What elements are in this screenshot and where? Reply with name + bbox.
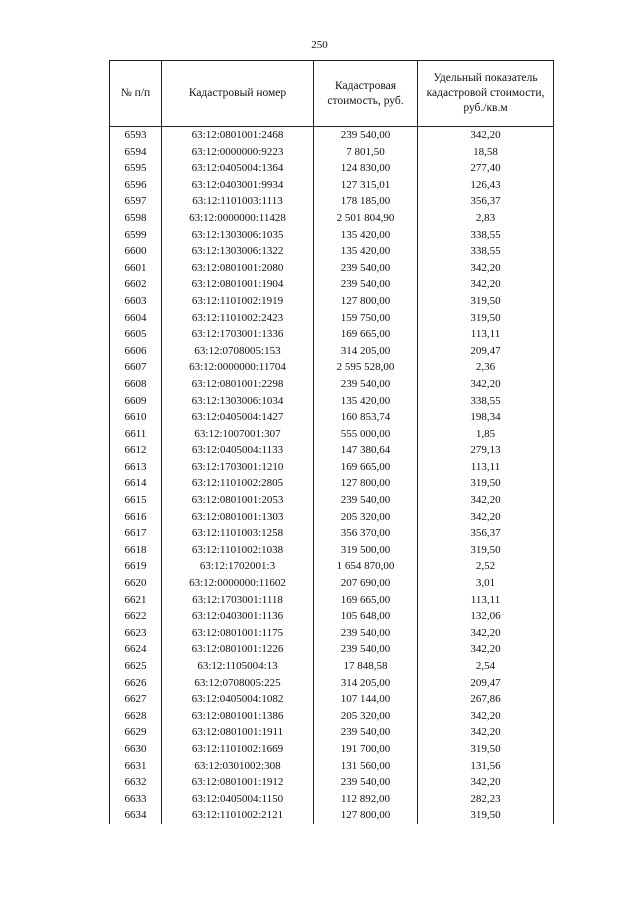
cell-row-number: 6620 — [110, 575, 162, 592]
cell-specific-value: 277,40 — [418, 160, 554, 177]
cell-cadastral-number: 63:12:1101002:1669 — [162, 741, 314, 758]
table-row — [110, 608, 554, 625]
header-specific-value: Удельный показатель кадастровой стоимости, руб./кв.м — [418, 61, 554, 127]
cell-cadastral-number: 63:12:0405004:1133 — [162, 442, 314, 459]
cell-row-number: 6606 — [110, 343, 162, 360]
table-row — [110, 758, 554, 775]
table-row — [110, 310, 554, 327]
cell-row-number: 6625 — [110, 658, 162, 675]
table-row — [110, 542, 554, 559]
cell-cadastral-number: 63:12:1101002:2121 — [162, 807, 314, 824]
table-row — [110, 393, 554, 410]
header-row-number: № п/п — [110, 61, 162, 127]
table-row — [110, 293, 554, 310]
cell-cadastral-value: 205 320,00 — [314, 708, 418, 725]
cell-cadastral-value: 131 560,00 — [314, 758, 418, 775]
cell-specific-value: 338,55 — [418, 393, 554, 410]
cell-specific-value: 342,20 — [418, 708, 554, 725]
cell-row-number: 6628 — [110, 708, 162, 725]
cell-cadastral-number: 63:12:0000000:11704 — [162, 359, 314, 376]
cell-cadastral-value: 147 380,64 — [314, 442, 418, 459]
cell-cadastral-value: 159 750,00 — [314, 310, 418, 327]
table-row — [110, 509, 554, 526]
cell-cadastral-value: 356 370,00 — [314, 525, 418, 542]
cell-specific-value: 342,20 — [418, 641, 554, 658]
table-row — [110, 426, 554, 443]
cell-cadastral-number: 63:12:0403001:1136 — [162, 608, 314, 625]
cell-row-number: 6629 — [110, 724, 162, 741]
cell-cadastral-number: 63:12:0000000:11428 — [162, 210, 314, 227]
cell-cadastral-value: 105 648,00 — [314, 608, 418, 625]
table-row — [110, 791, 554, 808]
cell-cadastral-number: 63:12:1101002:1919 — [162, 293, 314, 310]
cell-cadastral-number: 63:12:1303006:1035 — [162, 227, 314, 244]
cell-cadastral-value: 135 420,00 — [314, 243, 418, 260]
cell-cadastral-value: 2 595 528,00 — [314, 359, 418, 376]
table-row — [110, 210, 554, 227]
cell-cadastral-value: 239 540,00 — [314, 492, 418, 509]
cell-cadastral-value: 239 540,00 — [314, 625, 418, 642]
cell-specific-value: 198,34 — [418, 409, 554, 426]
table-row — [110, 227, 554, 244]
cell-cadastral-number: 63:12:0000000:9223 — [162, 144, 314, 161]
cell-cadastral-value: 205 320,00 — [314, 509, 418, 526]
cell-row-number: 6626 — [110, 675, 162, 692]
cell-cadastral-number: 63:12:1303006:1322 — [162, 243, 314, 260]
cell-specific-value: 2,83 — [418, 210, 554, 227]
cell-row-number: 6617 — [110, 525, 162, 542]
cell-cadastral-value: 1 654 870,00 — [314, 558, 418, 575]
cell-row-number: 6610 — [110, 409, 162, 426]
cell-specific-value: 319,50 — [418, 310, 554, 327]
cell-specific-value: 131,56 — [418, 758, 554, 775]
cell-specific-value: 267,86 — [418, 691, 554, 708]
cell-cadastral-value: 107 144,00 — [314, 691, 418, 708]
cell-specific-value: 113,11 — [418, 592, 554, 609]
cell-row-number: 6631 — [110, 758, 162, 775]
cell-cadastral-number: 63:12:0801001:1175 — [162, 625, 314, 642]
header-cadastral-number: Кадастровый номер — [162, 61, 314, 127]
cell-row-number: 6609 — [110, 393, 162, 410]
cell-specific-value: 1,85 — [418, 426, 554, 443]
cell-cadastral-value: 127 800,00 — [314, 475, 418, 492]
cell-cadastral-number: 63:12:1303006:1034 — [162, 393, 314, 410]
cell-cadastral-number: 63:12:0801001:2298 — [162, 376, 314, 393]
cell-cadastral-value: 314 205,00 — [314, 343, 418, 360]
cell-specific-value: 319,50 — [418, 293, 554, 310]
cell-row-number: 6599 — [110, 227, 162, 244]
cell-specific-value: 279,13 — [418, 442, 554, 459]
cell-cadastral-value: 7 801,50 — [314, 144, 418, 161]
table-row — [110, 558, 554, 575]
cell-specific-value: 342,20 — [418, 724, 554, 741]
table-row — [110, 475, 554, 492]
table-row — [110, 144, 554, 161]
cell-cadastral-value: 112 892,00 — [314, 791, 418, 808]
cell-specific-value: 209,47 — [418, 343, 554, 360]
cell-cadastral-value: 239 540,00 — [314, 127, 418, 144]
cell-cadastral-value: 319 500,00 — [314, 542, 418, 559]
cell-row-number: 6613 — [110, 459, 162, 476]
cell-cadastral-number: 63:12:0801001:2053 — [162, 492, 314, 509]
cell-cadastral-value: 169 665,00 — [314, 459, 418, 476]
cell-cadastral-value: 239 540,00 — [314, 260, 418, 277]
cell-row-number: 6596 — [110, 177, 162, 194]
cell-cadastral-number: 63:12:0801001:1904 — [162, 276, 314, 293]
cell-cadastral-number: 63:12:1101003:1258 — [162, 525, 314, 542]
cell-specific-value: 319,50 — [418, 807, 554, 824]
cell-specific-value: 342,20 — [418, 492, 554, 509]
cadastral-value-table — [109, 60, 554, 824]
cell-cadastral-value: 160 853,74 — [314, 409, 418, 426]
cell-cadastral-number: 63:12:0405004:1364 — [162, 160, 314, 177]
table-row — [110, 774, 554, 791]
cell-cadastral-value: 124 830,00 — [314, 160, 418, 177]
cell-cadastral-number: 63:12:0708005:153 — [162, 343, 314, 360]
cell-row-number: 6621 — [110, 592, 162, 609]
cell-cadastral-number: 63:12:1703001:1210 — [162, 459, 314, 476]
cell-cadastral-value: 127 800,00 — [314, 807, 418, 824]
cell-row-number: 6600 — [110, 243, 162, 260]
table-row — [110, 177, 554, 194]
table-row — [110, 459, 554, 476]
cell-specific-value: 209,47 — [418, 675, 554, 692]
cell-specific-value: 319,50 — [418, 741, 554, 758]
cell-specific-value: 3,01 — [418, 575, 554, 592]
table-row — [110, 625, 554, 642]
cell-cadastral-value: 135 420,00 — [314, 227, 418, 244]
cell-cadastral-value: 555 000,00 — [314, 426, 418, 443]
cell-specific-value: 18,58 — [418, 144, 554, 161]
cell-row-number: 6603 — [110, 293, 162, 310]
cell-cadastral-number: 63:12:0000000:11602 — [162, 575, 314, 592]
cell-row-number: 6623 — [110, 625, 162, 642]
table-row — [110, 409, 554, 426]
table-header — [110, 61, 554, 127]
cell-specific-value: 338,55 — [418, 243, 554, 260]
header-cadastral-value: Кадастровая стоимость, руб. — [314, 61, 418, 127]
table-body — [110, 127, 554, 824]
table-row — [110, 675, 554, 692]
cell-cadastral-value: 178 185,00 — [314, 193, 418, 210]
cell-specific-value: 113,11 — [418, 459, 554, 476]
cell-cadastral-value: 2 501 804,90 — [314, 210, 418, 227]
cell-row-number: 6612 — [110, 442, 162, 459]
cell-cadastral-value: 207 690,00 — [314, 575, 418, 592]
table-row — [110, 724, 554, 741]
cell-cadastral-value: 127 800,00 — [314, 293, 418, 310]
cell-row-number: 6607 — [110, 359, 162, 376]
cell-specific-value: 2,36 — [418, 359, 554, 376]
cell-specific-value: 319,50 — [418, 542, 554, 559]
cell-row-number: 6618 — [110, 542, 162, 559]
cell-specific-value: 342,20 — [418, 376, 554, 393]
table-row — [110, 243, 554, 260]
cell-row-number: 6593 — [110, 127, 162, 144]
cell-cadastral-number: 63:12:1101003:1113 — [162, 193, 314, 210]
cell-row-number: 6608 — [110, 376, 162, 393]
cell-specific-value: 282,23 — [418, 791, 554, 808]
cell-row-number: 6611 — [110, 426, 162, 443]
cell-cadastral-value: 239 540,00 — [314, 724, 418, 741]
cell-cadastral-number: 63:12:0405004:1427 — [162, 409, 314, 426]
cell-row-number: 6632 — [110, 774, 162, 791]
cell-cadastral-number: 63:12:1101002:1038 — [162, 542, 314, 559]
cell-cadastral-number: 63:12:0301002:308 — [162, 758, 314, 775]
cell-cadastral-number: 63:12:0801001:2080 — [162, 260, 314, 277]
cell-specific-value: 113,11 — [418, 326, 554, 343]
cell-row-number: 6634 — [110, 807, 162, 824]
table-row — [110, 376, 554, 393]
cell-row-number: 6594 — [110, 144, 162, 161]
cell-row-number: 6627 — [110, 691, 162, 708]
cell-row-number: 6605 — [110, 326, 162, 343]
cell-cadastral-number: 63:12:1702001:3 — [162, 558, 314, 575]
cell-cadastral-value: 169 665,00 — [314, 326, 418, 343]
cell-cadastral-number: 63:12:0801001:1912 — [162, 774, 314, 791]
cell-cadastral-number: 63:12:0403001:9934 — [162, 177, 314, 194]
cell-specific-value: 342,20 — [418, 260, 554, 277]
cell-cadastral-number: 63:12:0801001:1911 — [162, 724, 314, 741]
cell-row-number: 6604 — [110, 310, 162, 327]
cell-cadastral-value: 239 540,00 — [314, 276, 418, 293]
cell-row-number: 6595 — [110, 160, 162, 177]
cell-specific-value: 342,20 — [418, 774, 554, 791]
table-row — [110, 641, 554, 658]
table-row — [110, 160, 554, 177]
cell-specific-value: 132,06 — [418, 608, 554, 625]
table-row — [110, 442, 554, 459]
cell-cadastral-number: 63:12:1703001:1118 — [162, 592, 314, 609]
cell-row-number: 6624 — [110, 641, 162, 658]
cell-cadastral-number: 63:12:0405004:1082 — [162, 691, 314, 708]
cell-specific-value: 356,37 — [418, 193, 554, 210]
cell-row-number: 6601 — [110, 260, 162, 277]
table-row — [110, 807, 554, 824]
cell-specific-value: 2,54 — [418, 658, 554, 675]
table-row — [110, 525, 554, 542]
table-row — [110, 741, 554, 758]
cell-row-number: 6622 — [110, 608, 162, 625]
cell-cadastral-number: 63:12:1105004:13 — [162, 658, 314, 675]
cell-row-number: 6633 — [110, 791, 162, 808]
cell-specific-value: 342,20 — [418, 625, 554, 642]
table-row — [110, 343, 554, 360]
cell-row-number: 6630 — [110, 741, 162, 758]
table-row — [110, 326, 554, 343]
table-row — [110, 492, 554, 509]
table-row — [110, 658, 554, 675]
table-row — [110, 359, 554, 376]
cell-row-number: 6597 — [110, 193, 162, 210]
cell-specific-value: 342,20 — [418, 127, 554, 144]
cell-cadastral-value: 169 665,00 — [314, 592, 418, 609]
cell-cadastral-number: 63:12:0801001:1226 — [162, 641, 314, 658]
cell-specific-value: 319,50 — [418, 475, 554, 492]
cell-cadastral-value: 17 848,58 — [314, 658, 418, 675]
cell-cadastral-number: 63:12:1101002:2805 — [162, 475, 314, 492]
cell-specific-value: 338,55 — [418, 227, 554, 244]
table-row — [110, 260, 554, 277]
table-row — [110, 276, 554, 293]
cell-row-number: 6615 — [110, 492, 162, 509]
cell-cadastral-number: 63:12:1007001:307 — [162, 426, 314, 443]
table-row — [110, 592, 554, 609]
cell-specific-value: 342,20 — [418, 276, 554, 293]
page-number: 250 — [311, 39, 328, 51]
cell-specific-value: 126,43 — [418, 177, 554, 194]
cell-specific-value: 342,20 — [418, 509, 554, 526]
cell-cadastral-value: 127 315,01 — [314, 177, 418, 194]
cell-cadastral-value: 135 420,00 — [314, 393, 418, 410]
cell-cadastral-number: 63:12:0801001:1386 — [162, 708, 314, 725]
cell-cadastral-number: 63:12:1703001:1336 — [162, 326, 314, 343]
cell-cadastral-number: 63:12:0801001:2468 — [162, 127, 314, 144]
cell-row-number: 6602 — [110, 276, 162, 293]
table-row — [110, 127, 554, 144]
cell-row-number: 6616 — [110, 509, 162, 526]
cell-cadastral-value: 191 700,00 — [314, 741, 418, 758]
cell-cadastral-number: 63:12:1101002:2423 — [162, 310, 314, 327]
table-row — [110, 193, 554, 210]
cell-specific-value: 2,52 — [418, 558, 554, 575]
cell-row-number: 6614 — [110, 475, 162, 492]
table-row — [110, 708, 554, 725]
cell-cadastral-value: 314 205,00 — [314, 675, 418, 692]
table-row — [110, 575, 554, 592]
cell-specific-value: 356,37 — [418, 525, 554, 542]
cell-cadastral-number: 63:12:0801001:1303 — [162, 509, 314, 526]
cell-cadastral-value: 239 540,00 — [314, 774, 418, 791]
cell-cadastral-value: 239 540,00 — [314, 376, 418, 393]
cell-cadastral-value: 239 540,00 — [314, 641, 418, 658]
cell-cadastral-number: 63:12:0708005:225 — [162, 675, 314, 692]
cell-row-number: 6598 — [110, 210, 162, 227]
cell-cadastral-number: 63:12:0405004:1150 — [162, 791, 314, 808]
table-row — [110, 691, 554, 708]
cell-row-number: 6619 — [110, 558, 162, 575]
